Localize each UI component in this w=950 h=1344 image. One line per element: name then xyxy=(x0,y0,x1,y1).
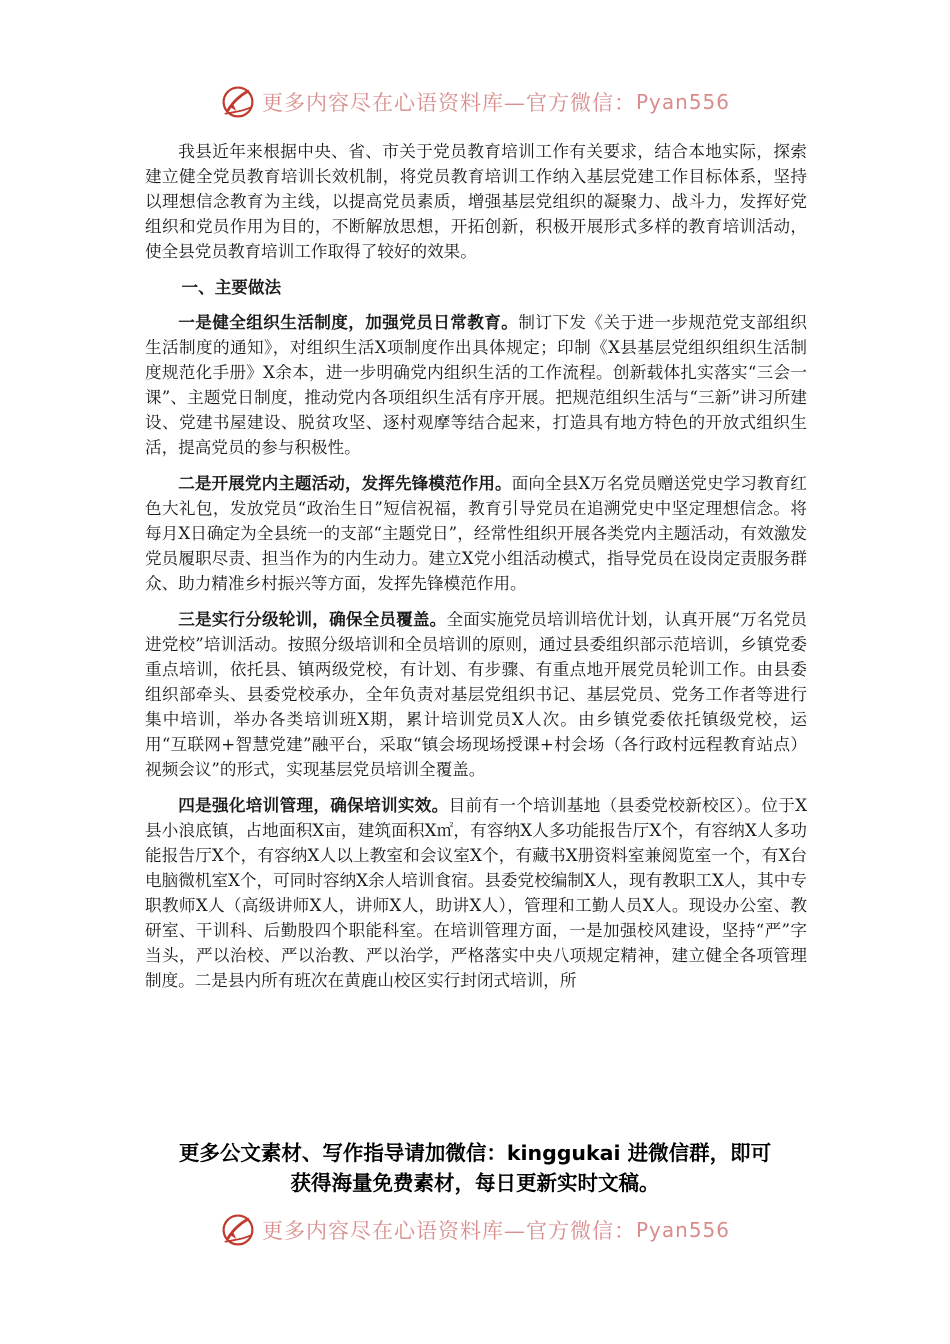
promo-line-1: 更多公文素材、写作指导请加微信：kinggukai 进微信群，即可 xyxy=(178,1141,772,1165)
paragraph xyxy=(145,310,807,460)
footer-banner xyxy=(0,1208,950,1252)
paragraph-lead: 三是实行分级轮训，确保全员覆盖。 xyxy=(178,609,447,629)
paragraph-body: 面向全县X万名党员赠送党史学习教育红色大礼包，发放党员“政治生日”短信祝福，教育引导党员在追溯党史中坚定理想信念。将每月X日确定为全县统一的支部“主题党日”，经常性组织开展各类党内主题活动，有效激发党员履职尽责、担当作为的内生动力。建立X党小组活动模式，指导党员在设岗定责服务群众、助力精准乡村振兴等方面，发挥先锋模范作用。 xyxy=(145,474,808,593)
paragraph-body: 制订下发《关于进一步规范党支部组织生活制度的通知》，对组织生活X项制度作出具体规定；印制《X县基层党组织组织生活制度规范化手册》X余本，进一步明确党内组织生活的工作流程。创新载体扎实落实“三会一课”、主题党日制度，推动党内各项组织生活有序开展。把规范组织生活与“三新”讲习所建设、党建书屋建设、脱贫攻坚、逐村观摩等结合起来，打造具有地方特色的开放式组织生活，提高党员的参与积极性。 xyxy=(145,313,808,457)
banner-wechat-handle: Pyan556 xyxy=(635,90,730,114)
paragraph xyxy=(145,607,807,782)
paragraph-lead: 一是健全组织生活制度，加强党员日常教育。 xyxy=(178,312,519,332)
banner-wechat-handle: Pyan556 xyxy=(635,1218,730,1242)
paragraph-lead: 四是强化培训管理，确保培训实效。 xyxy=(178,795,449,815)
section-heading: 一、主要做法 xyxy=(181,277,282,297)
promo-line-2: 获得海量免费素材，每日更新实时文稿。 xyxy=(290,1171,660,1195)
paragraph-body: 目前有一个培训基地（县委党校新校区）。位于X县小浪底镇，占地面积X亩，建筑面积X㎡，有容纳X人多功能报告厅X个，有容纳X人多功能报告厅X个，有容纳X人以上教室和会议室X个，有藏书X册资料室兼阅览室一个，有X台电脑微机室X个，可同时容纳X余人培训食宿。县委党校编制X人，现有教职工X人，其中专职教师X人（高级讲师X人，讲师X人，助讲X人），管理和工勤人员X人。现设办公室、教研室、干训科、后勤股四个职能科室。在培训管理方面，一是加强校风建设，坚持“严”字当头，严以治校、严以治教、严以治学，严格落实中央八项规定精神，建立健全各项管理制度。二是县内所有班次在黄鹿山校区实行封闭式培训，所 xyxy=(145,796,808,990)
banner-text: 更多内容尽在心语资料库—官方微信： xyxy=(261,91,636,115)
header-banner xyxy=(0,80,950,124)
paragraph-body: 全面实施党员培训培优计划，认真开展“万名党员进党校”培训活动。按照分级培训和全员培训的原则，通过县委组织部示范培训，乡镇党委重点培训，依托县、镇两级党校，有计划、有步骤、有重点地开展党员轮训工作。由县委组织部牵头、县委党校承办，全年负责对基层党组织书记、基层党员、党务工作者等进行集中培训，举办各类培训班X期，累计培训党员X人次。由乡镇党委依托镇级党校，运用“互联网+智慧党建”融平台，采取“镇会场现场授课+村会场（各行政村远程教育站点）视频会议”的形式，实现基层党员培训全覆盖。 xyxy=(145,610,807,779)
paragraph xyxy=(145,793,807,993)
paragraph xyxy=(145,471,807,596)
pen-signature-logo-icon xyxy=(220,84,256,120)
document-body xyxy=(145,139,807,993)
banner-text: 更多内容尽在心语资料库—官方微信： xyxy=(261,1219,636,1243)
paragraph-lead: 二是开展党内主题活动，发挥先锋模范作用。 xyxy=(178,473,512,493)
intro-paragraph: 我县近年来根据中央、省、市关于党员教育培训工作有关要求，结合本地实际，探索建立健全党员教育培训长效机制，将党员教育培训工作纳入基层党建工作目标体系，坚持以理想信念教育为主线，以提高党员素质，增强基层党组织的凝聚力、战斗力，发挥好党组织和党员作用为目的，不断解放思想，开拓创新，积极开展形式多样的教育培训活动，使全县党员教育培训工作取得了较好的效果。 xyxy=(145,142,807,261)
promo-notice xyxy=(140,1138,810,1198)
pen-signature-logo-icon xyxy=(220,1212,256,1248)
